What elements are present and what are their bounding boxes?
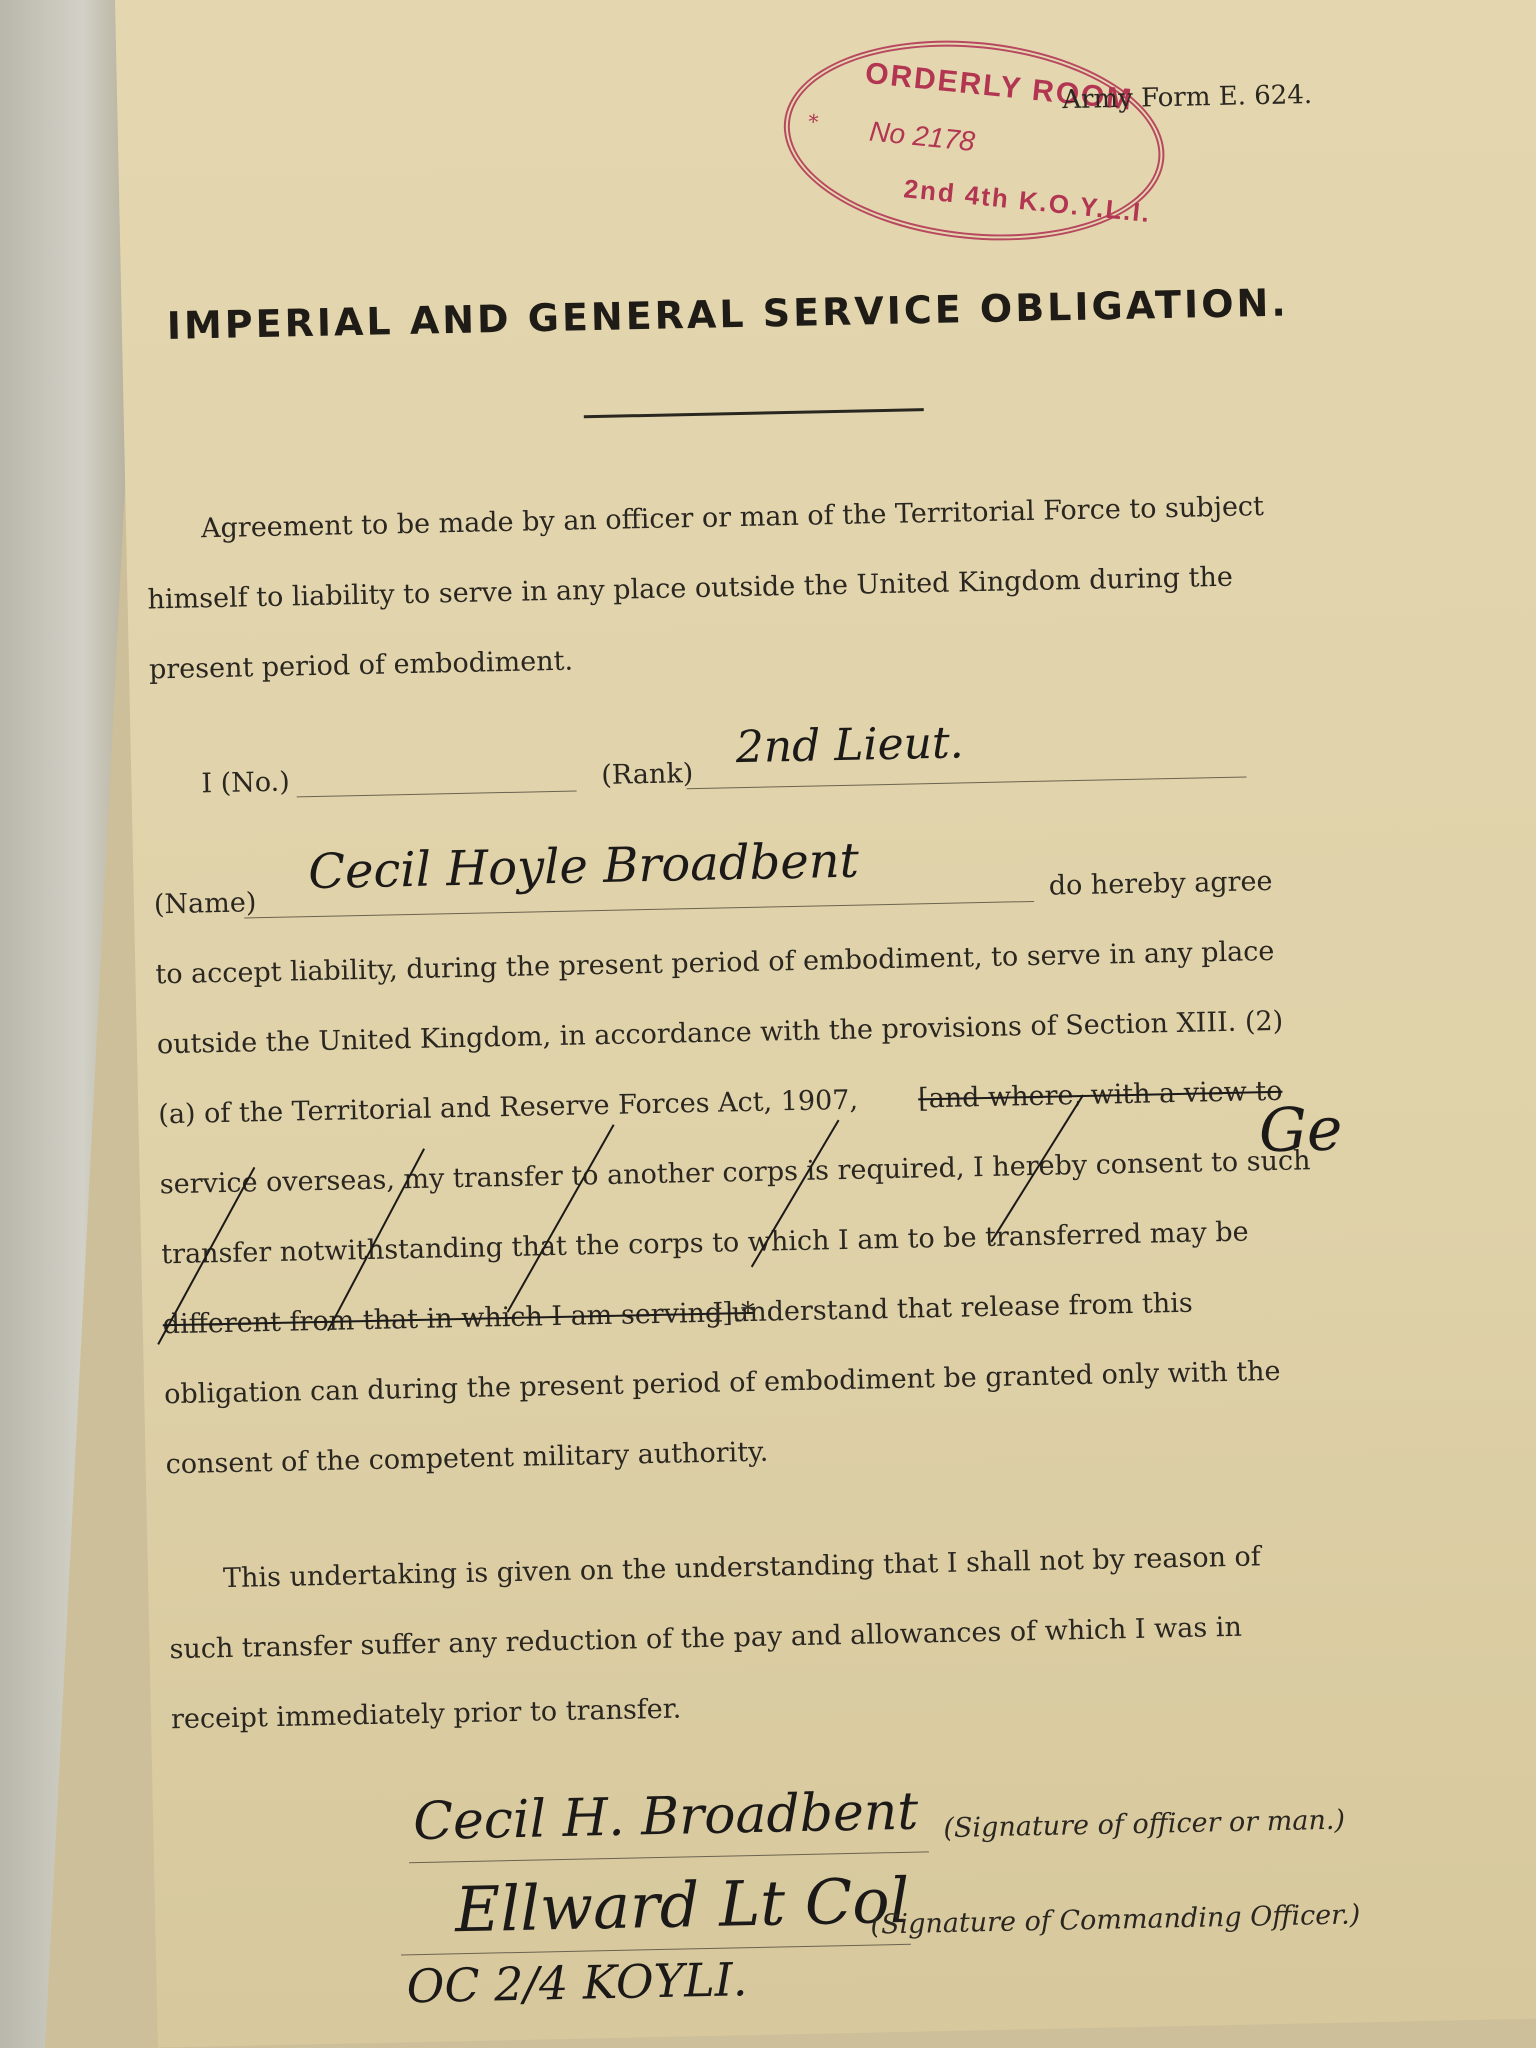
officer-signature-line xyxy=(409,1851,929,1863)
intro-line-1: Agreement to be made by an officer or man of the Territorial Force to subject xyxy=(200,491,1265,545)
body-line-7: obligation can during the present period of embodiment be granted only with the xyxy=(163,1355,1281,1411)
name-value: Cecil Hoyle Broadbent xyxy=(307,832,860,901)
number-label: I (No.) xyxy=(201,766,291,800)
body-line-1: to accept liability, during the present period of embodiment, to serve in any place xyxy=(155,935,1275,991)
commander-unit: OC 2/4 KOYLI. xyxy=(406,1952,748,2014)
body-line-4: service overseas, my transfer to another corps is required, I hereby consent to such xyxy=(159,1145,1311,1201)
margin-note: Ge xyxy=(1258,1094,1344,1167)
form-sheet xyxy=(115,0,1536,2048)
undertaking-line-3: receipt immediately prior to transfer. xyxy=(170,1693,682,1736)
army-form-number: Army Form E. 624. xyxy=(1061,79,1313,116)
undertaking-line-2: such transfer suffer any reduction of the pay and allowances of which I was in xyxy=(169,1611,1243,1666)
stamp-bottom-text: 2nd 4th K.O.Y.L.I. xyxy=(902,173,1153,229)
cancel-stroke-2 xyxy=(324,1149,428,1331)
cancel-stroke-3 xyxy=(504,1125,618,1312)
cancel-stroke-5 xyxy=(988,1095,1086,1242)
cancel-stroke-1 xyxy=(154,1167,258,1344)
body-line-2: outside the United Kingdom, in accordance with the provisions of Section XIII. (2) xyxy=(156,1005,1284,1061)
body-line-6b: I understand that release from this xyxy=(712,1287,1193,1329)
commander-signature-label: (Signature of Commanding Officer.) xyxy=(870,1899,1361,1941)
body-line-5: transfer notwithstanding that the corps to which I am to be transferred may be xyxy=(160,1216,1249,1271)
body-line-3b-struck: [and where, with a view to xyxy=(917,1075,1283,1115)
officer-signature: Cecil H. Broadbent xyxy=(412,1781,919,1853)
body-line-6a-struck: different from that in which I am serving].* xyxy=(162,1296,756,1341)
intro-line-2: himself to liability to serve in any place outside the United Kingdom during the xyxy=(147,561,1234,616)
name-label: (Name) xyxy=(153,887,257,921)
stamp-top-text: ORDERLY ROOM xyxy=(863,56,1135,117)
undertaking-line-1: This undertaking is given on the understanding that I shall not by reason of xyxy=(222,1541,1262,1595)
rank-label: (Rank) xyxy=(601,758,694,791)
rank-value: 2nd Lieut. xyxy=(735,717,965,774)
body-line-3a: (a) of the Territorial and Reserve Forces Act, 1907, xyxy=(158,1084,859,1131)
cancel-stroke-4 xyxy=(749,1120,842,1267)
cancellation-strokes xyxy=(115,0,1444,1400)
page-title: IMPERIAL AND GENERAL SERVICE OBLIGATION. xyxy=(166,280,1290,348)
stamp-star: * xyxy=(807,109,820,135)
stamp-number: No 2178 xyxy=(868,115,977,158)
officer-signature-label: (Signature of officer or man.) xyxy=(943,1804,1346,1845)
commander-signature: Ellward Lt Col xyxy=(454,1863,911,1947)
body-line-8: consent of the competent military authority. xyxy=(165,1436,769,1481)
intro-line-3: present period of embodiment. xyxy=(148,645,574,686)
agree-text: do hereby agree xyxy=(1048,865,1273,902)
